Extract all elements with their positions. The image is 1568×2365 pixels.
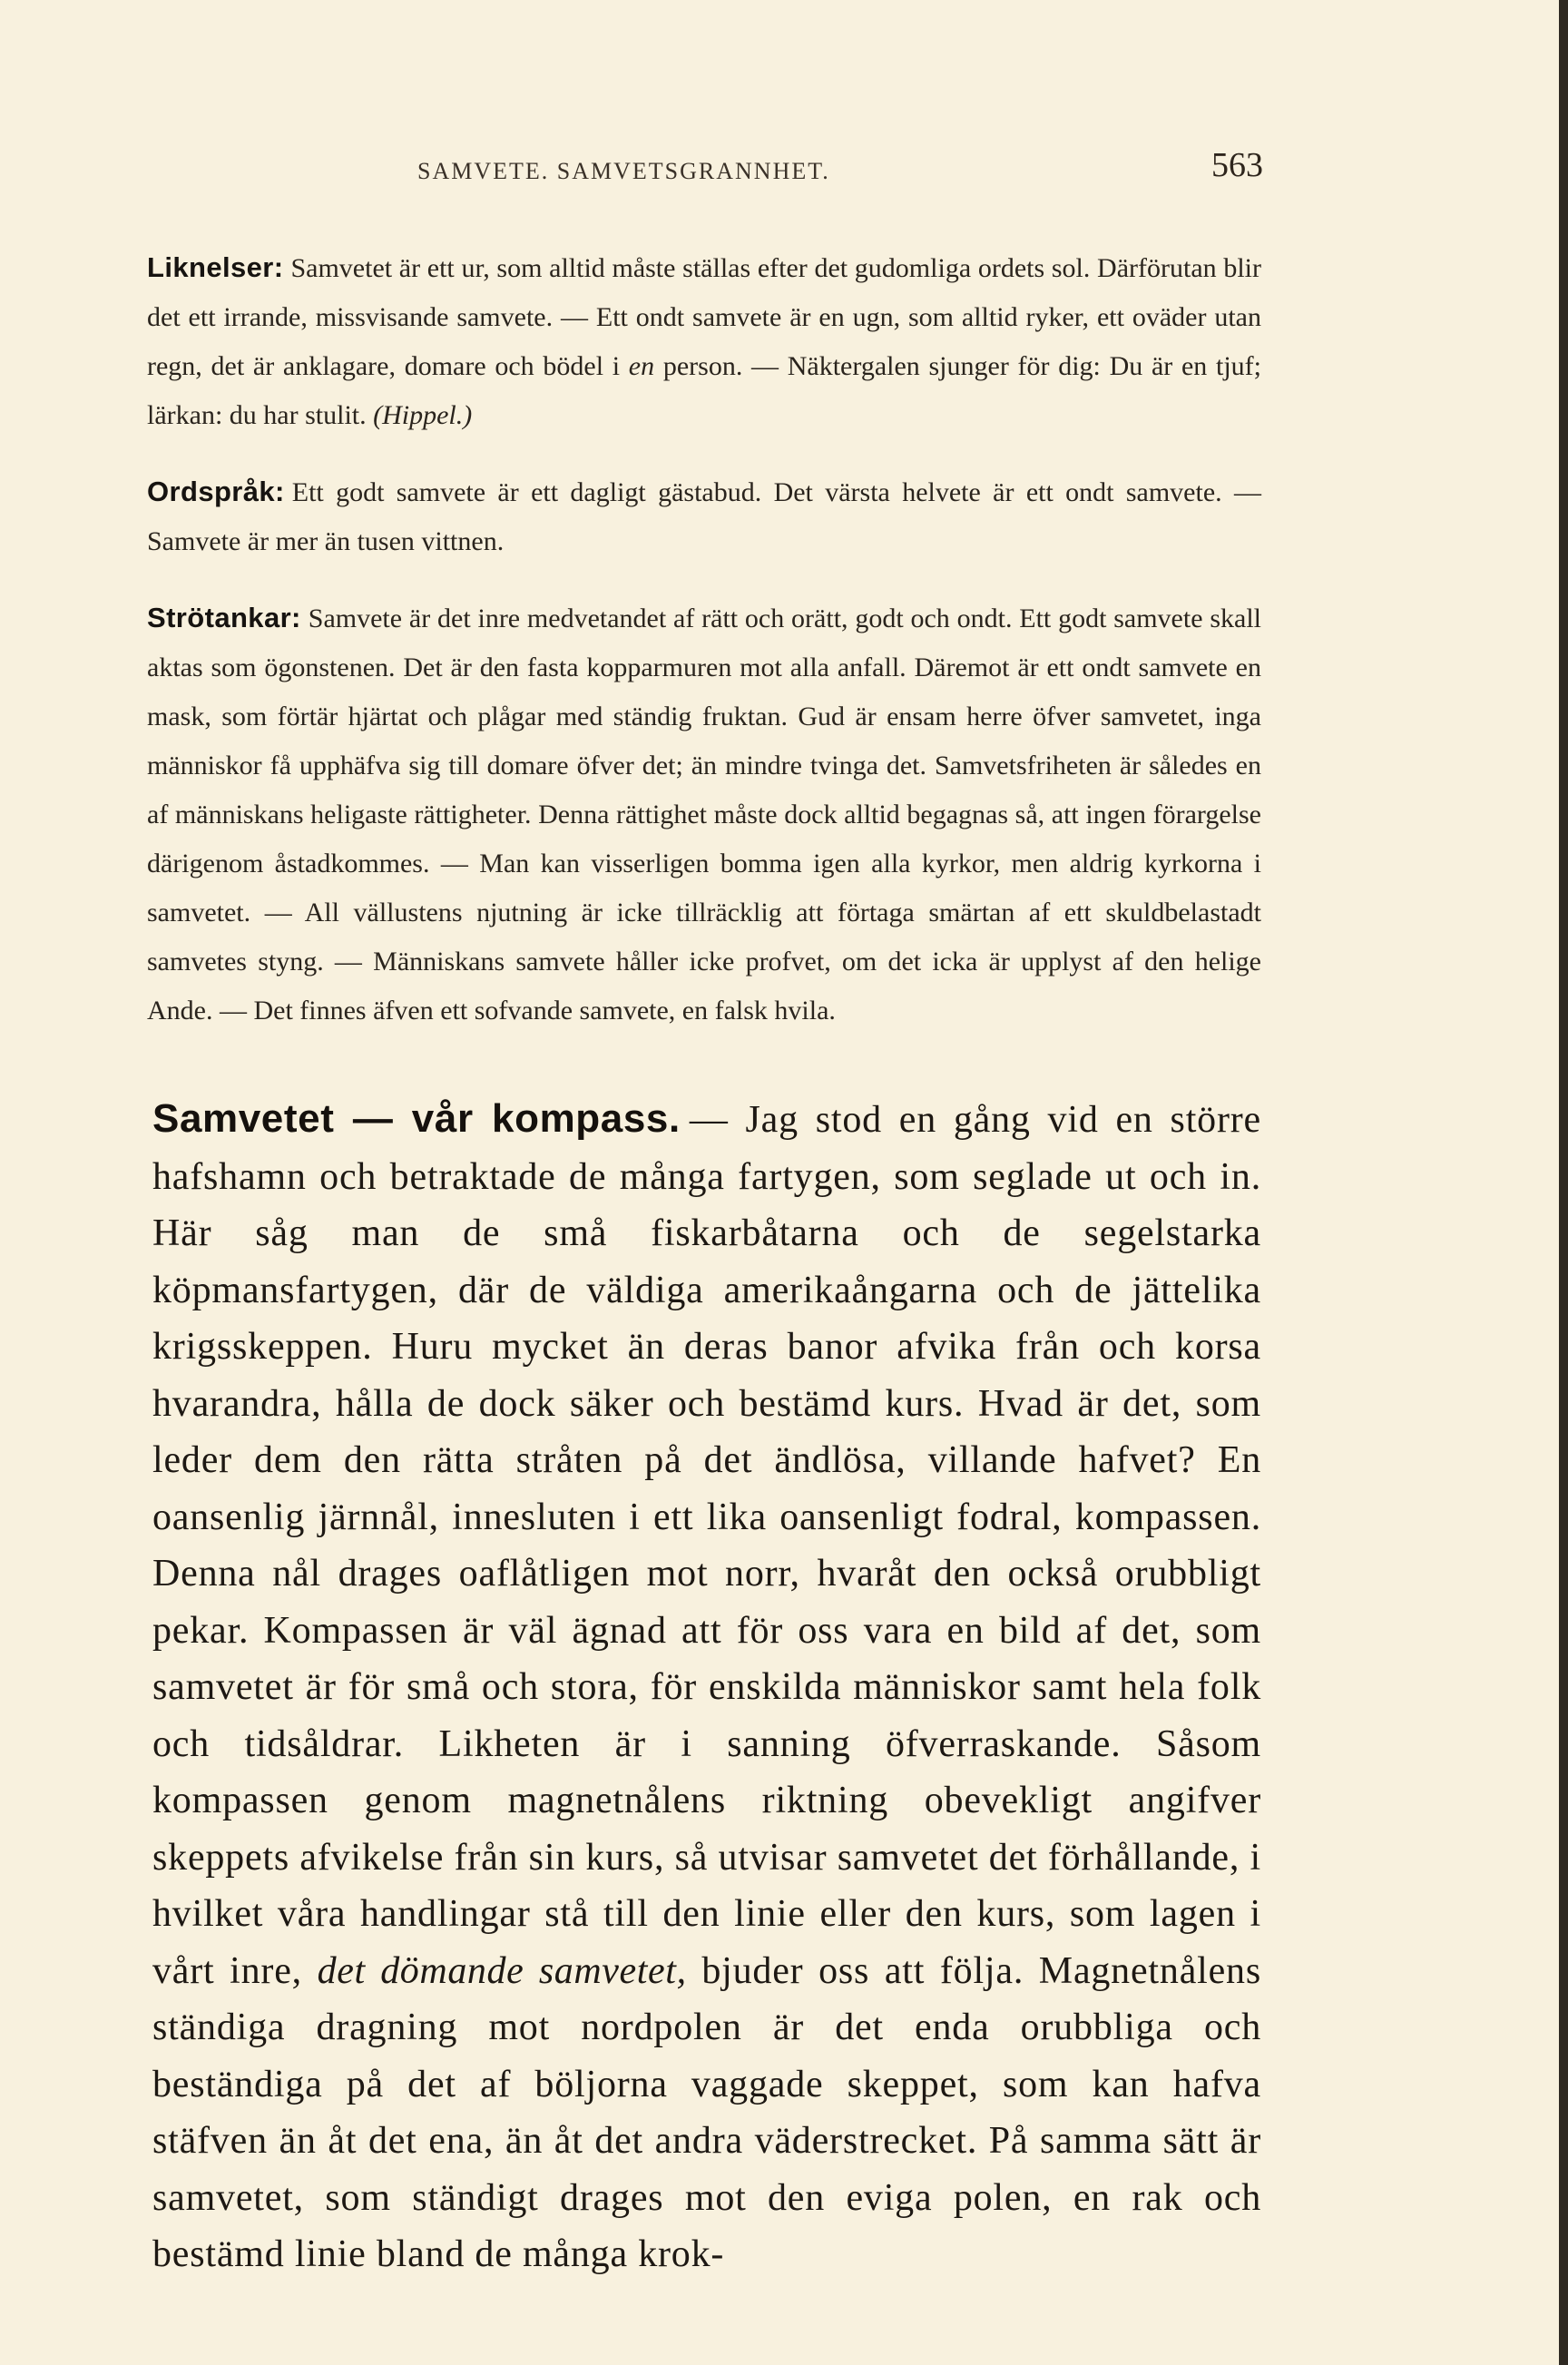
essay-text-part-2: bjuder oss att följa. Magnetnålens ständiga dragning mot nordpolen är det enda orubbliga och beständiga på det af böljorna vaggade skeppet, som kan hafva stäfven än åt det ena, än åt det andra väderstrecket. På samma sätt är samvetet, som ständigt drages mot den eviga polen, en rak och bestämd linie bland de många krok- [152, 1949, 1261, 2275]
ordsprak-paragraph [147, 467, 1261, 566]
essay-emphasis: det dömande samvetet, [317, 1949, 687, 1992]
strotankar-label: Strötankar: [147, 602, 301, 633]
scan-edge [1559, 0, 1568, 2365]
running-head: SAMVETE. SAMVETSGRANNHET. [417, 158, 830, 184]
liknelser-source: (Hippel.) [373, 400, 473, 430]
liknelser-text-part-1: Samvetet är ett ur, som alltid måste ställas efter det gudomliga ordets sol. Därförutan blir det ett irrande, missvisande samvete. — Ett ondt samvete är en ugn, som alltid ryker, ett oväder utan regn, det är anklagare, domare och bödel i [147, 253, 1261, 381]
essay-title: Samvetet — vår kompass. [152, 1096, 681, 1141]
liknelser-emphasis: en [628, 351, 655, 381]
strotankar-text: Samvete är det inre medvetandet af rätt och orätt, godt och ondt. Ett godt samvete skall aktas som ögonstenen. Det är den fasta kopparmuren mot alla anfall. Däremot är ett ondt samvete en mask, som förtär hjärtat och plågar med ständig fruktan. Gud är ensam herre öfver samvetet, inga människor få upphäfva sig till domare öfver det; än mindre tvinga det. Samvetsfriheten är således en af människans heligaste rättigheter. Denna rättighet måste dock alltid begagnas så, att ingen förargelse därigenom åstadkommes. — Man kan visserligen bomma igen alla kyrkor, men aldrig kyrkorna i samvetet. — All vällustens njutning är icke tillräcklig att förtaga smärtan af ett skuldbelastadt samvetes styng. — Människans samvete håller icke profvet, om det icka är upplyst af den helige Ande. — Det finnes äfven ett sofvande samvete, en falsk hvila. [147, 604, 1261, 1025]
reference-sections [147, 216, 1261, 1050]
liknelser-paragraph [147, 243, 1261, 440]
strotankar-paragraph [147, 594, 1261, 1035]
liknelser-text-part-2: person. — Näktergalen sjunger för dig: Du är en tjuf; lärkan: du har stulit. [147, 351, 1261, 430]
liknelser-label: Liknelser: [147, 251, 284, 283]
ordsprak-text: Ett godt samvete är ett dagligt gästabud. Det värsta helvete är ett ondt samvete. — Samvete är mer än tusen vittnen. [147, 477, 1261, 556]
essay-section [152, 1091, 1261, 2283]
essay-text-part-1: — Jag stod en gång vid en större hafshamn och betraktade de många fartygen, som seglade ut och in. Här såg man de små fiskarbåtarna och de segelstarka köpmansfartygen, där de väldiga amerikaångarna och de jättelika krigsskeppen. Huru mycket än deras banor afvika från och korsa hvarandra, hålla de dock säker och bestämd kurs. Hvad är det, som leder dem den rätta stråten på det ändlösa, villande hafvet? En oansenlig järnnål, innesluten i ett lika oansenligt fodral, kompassen. Denna nål drages oaflåtligen mot norr, hvaråt den också orubbligt pekar. Kompassen är väl ägnad att för oss vara en bild af det, som samvetet är för små och stora, för enskilda människor samt hela folk och tidsåldrar. Likheten är i sanning öfverraskande. Såsom kompassen genom magnetnålens riktning obevekligt angifver skeppets afvikelse från sin kurs, så utvisar samvetet det förhållande, i hvilket våra handlingar stå till den linie eller den kurs, som lagen i vårt inre, [152, 1099, 1261, 1992]
page-number: 563 [1211, 146, 1263, 184]
ordsprak-label: Ordspråk: [147, 476, 285, 507]
page-header [0, 145, 1568, 200]
